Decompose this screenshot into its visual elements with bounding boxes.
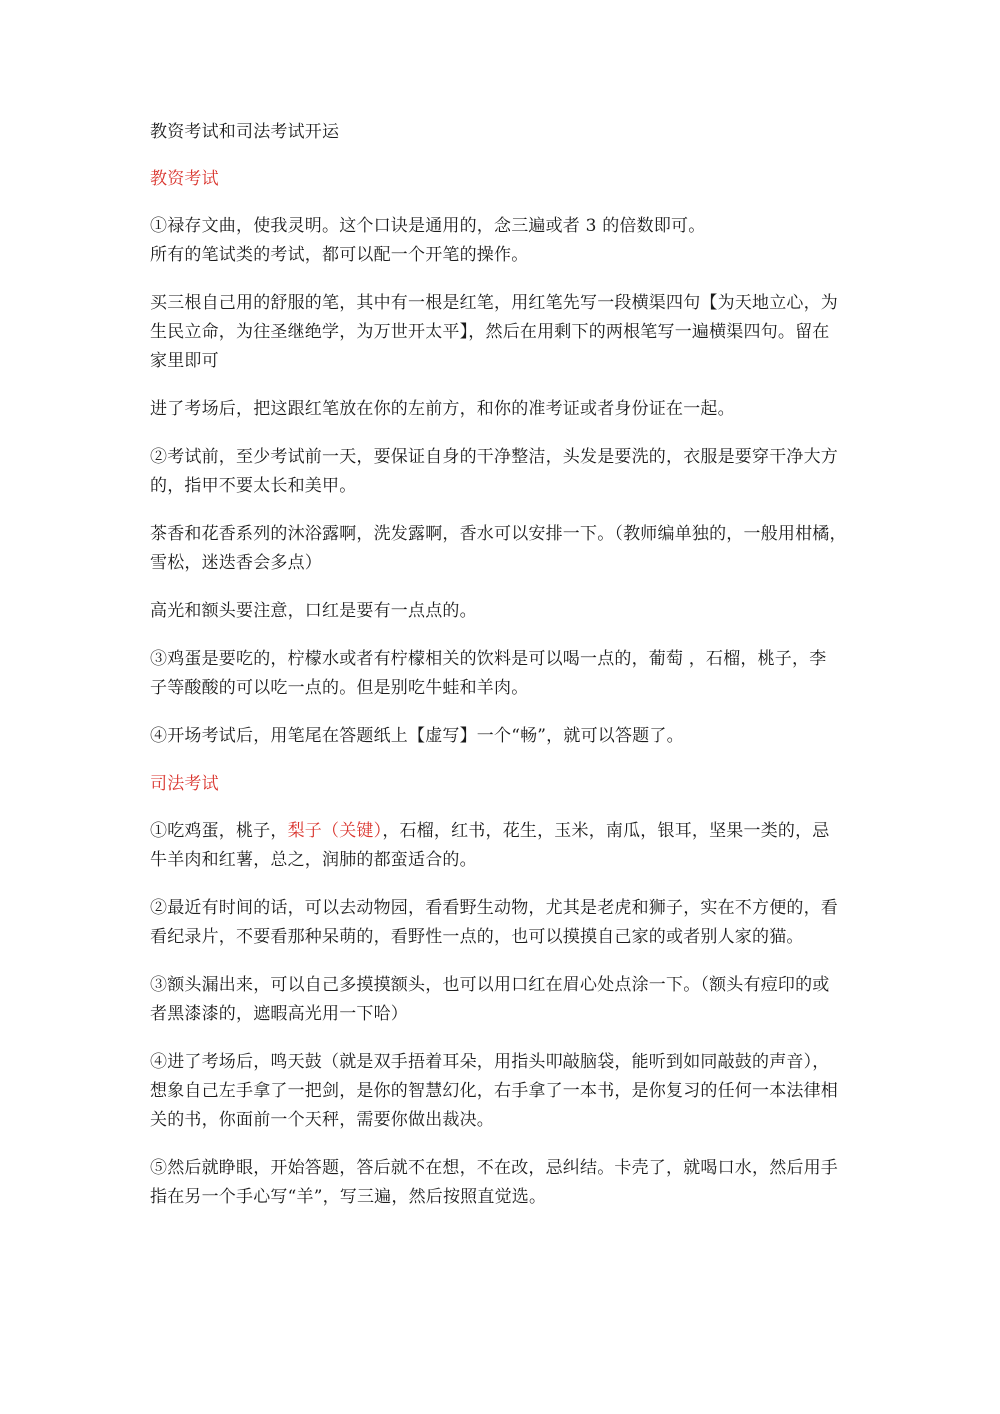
text-line [150,817,860,846]
text-line: 生民立命，为往圣继绝学，为万世开太平】，然后在用剩下的两根笔写一遍横渠四句。留在 [150,322,830,342]
text-line: 高光和额头要注意，口红是要有一点点的。 [150,601,477,621]
paragraph [150,443,860,501]
text-line: 看纪录片，不要看那种呆萌的，看野性一点的，也可以摸摸自己家的或者别人家的猫。 [150,927,804,947]
text-line: 买三根自己用的舒服的笔，其中有一根是红笔，用红笔先写一段横渠四句【为天地立心，为 [150,293,838,313]
text-line: 关的书，你面前一个天秤，需要你做出裁决。 [150,1110,494,1130]
text-segment: ①吃鸡蛋，桃子， [150,821,288,841]
text-line: ④开场考试后，用笔尾在答题纸上【虚写】一个“畅”，就可以答题了。 [150,726,684,746]
paragraph [150,597,860,626]
text-line: ③额头漏出来，可以自己多摸摸额头，也可以用口红在眉心处点涂一下。（额头有痘印的或 [150,975,830,995]
text-line: 的，指甲不要太长和美甲。 [150,476,357,496]
document-page [150,118,860,1231]
section-heading-teacher-exam: 教资考试 [150,169,219,189]
highlight-text: 梨子（关键） [287,821,383,841]
text-line: ④进了考场后，鸣天鼓（就是双手捂着耳朵，用指头叩敲脑袋，能听到如同敲鼓的声音）， [150,1052,830,1072]
paragraph [150,894,860,952]
text-line: ②最近有时间的话，可以去动物园，看看野生动物，尤其是老虎和狮子，实在不方便的，看 [150,898,838,918]
paragraph [150,289,860,376]
text-line: 家里即可 [150,351,219,371]
text-line: 所有的笔试类的考试，都可以配一个开笔的操作。 [150,245,529,265]
text-line: 者黑漆漆的，遮暇高光用一下哈） [150,1004,408,1024]
text-line: 进了考场后，把这跟红笔放在你的左前方，和你的准考证或者身份证在一起。 [150,399,735,419]
text-line: 茶香和花香系列的沐浴露啊，洗发露啊，香水可以安排一下。（教师编单独的，一般用柑橘， [150,524,847,544]
paragraph [150,1154,860,1212]
paragraph [150,645,860,703]
paragraph [150,395,860,424]
text-line: 牛羊肉和红薯，总之，润肺的都蛮适合的。 [150,850,477,870]
paragraph [150,520,860,578]
text-segment: ，石榴，红书，花生，玉米，南瓜，银耳，坚果一类的，忌 [382,821,830,841]
paragraph [150,971,860,1029]
paragraph [150,1048,860,1135]
section-heading-law-exam: 司法考试 [150,774,219,794]
paragraph [150,817,860,875]
text-line: ③鸡蛋是要吃的，柠檬水或者有柠檬相关的饮料是可以喝一点的，葡萄 ，石榴，桃子，李 [150,649,827,669]
text-line: ⑤然后就睁眼，开始答题，答后就不在想，不在改，忌纠结。卡壳了，就喝口水，然后用手 [150,1158,838,1178]
text-line: ②考试前，至少考试前一天，要保证自身的干净整洁，头发是要洗的，衣服是要穿干净大方 [150,447,838,467]
text-line: 雪松，迷迭香会多点） [150,553,322,573]
document-title: 教资考试和司法考试开运 [150,122,340,142]
text-line: 指在另一个手心写“羊”，写三遍，然后按照直觉选。 [150,1187,547,1207]
paragraph [150,212,860,270]
text-line: 子等酸酸的可以吃一点的。但是别吃牛蛙和羊肉。 [150,678,529,698]
text-line: ①禄存文曲，使我灵明。这个口诀是通用的，念三遍或者 3 的倍数即可。 [150,216,706,236]
paragraph [150,722,860,751]
text-line: 想象自己左手拿了一把剑，是你的智慧幻化，右手拿了一本书，是你复习的任何一本法律相 [150,1081,838,1101]
